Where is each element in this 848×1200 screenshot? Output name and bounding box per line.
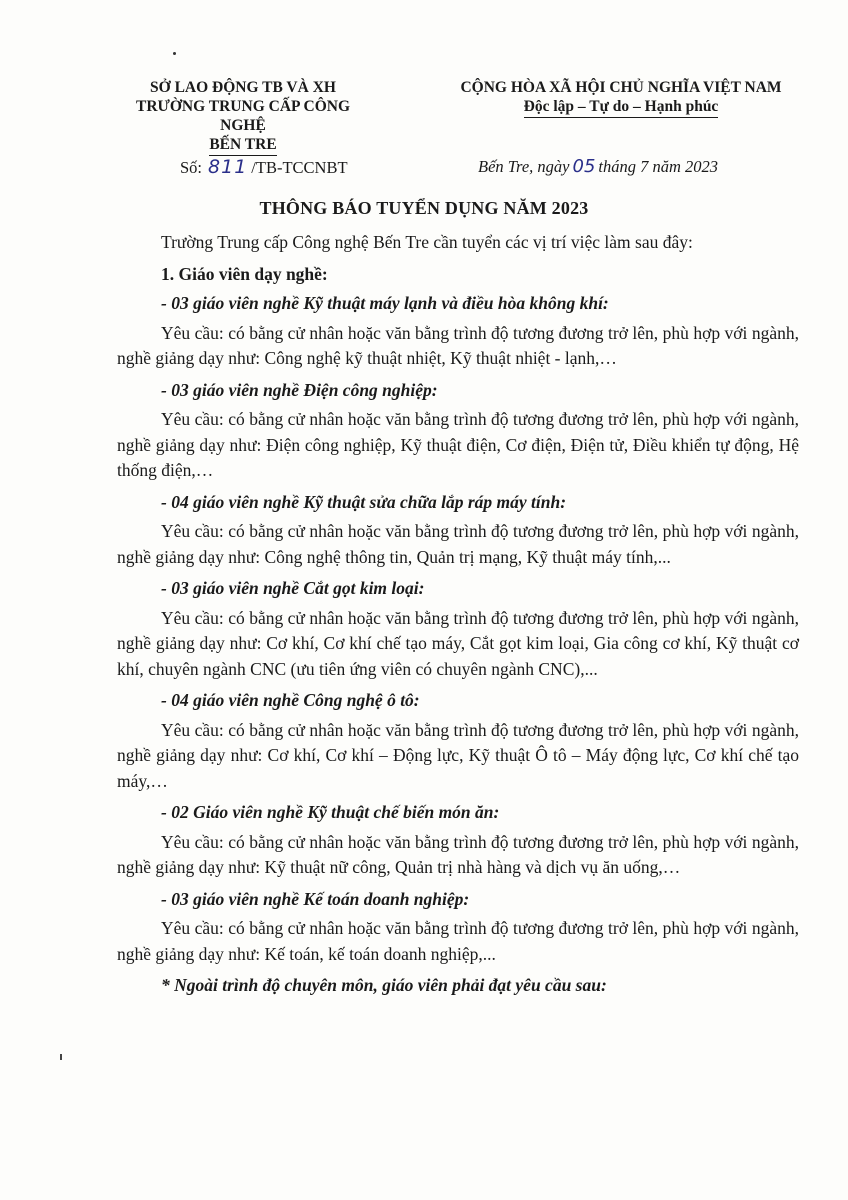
- scan-speck: [173, 52, 176, 55]
- national-motto: Độc lập – Tự do – Hạnh phúc: [524, 97, 719, 118]
- position-role: - 03 giáo viên nghề Điện công nghiệp:: [161, 379, 438, 400]
- intro-paragraph: Trường Trung cấp Công nghệ Bến Tre cần tuyển các vị trí việc làm sau đây:: [161, 232, 693, 252]
- position-requirement: Yêu cầu: có bằng cử nhân hoặc văn bằng trình độ tương đương trở lên, phù hợp với ngành, nghề giảng dạy như: Kỹ thuật nữ công, Quản trị nhà hàng và dịch vụ ăn uống,…: [117, 831, 799, 877]
- closing-note: * Ngoài trình độ chuyên môn, giáo viên phải đạt yêu cầu sau:: [161, 975, 607, 995]
- position-role: - 04 giáo viên nghề Công nghệ ô tô:: [161, 690, 420, 710]
- document-number: [180, 156, 348, 178]
- position-requirement: Yêu cầu: có bằng cử nhân hoặc văn bằng trình độ tương đương trở lên, phù hợp với ngành, nghề giảng dạy như: Công nghệ kỹ thuật nhiệt, Kỹ thuật nhiệt - lạnh,…: [117, 322, 799, 368]
- position-role: - 03 giáo viên nghề Kế toán doanh nghiệp:: [161, 888, 470, 909]
- document-body: [117, 230, 799, 999]
- org-line-2: TRƯỜNG TRUNG CẤP CÔNG NGHỆ: [136, 98, 350, 134]
- position-requirement: Yêu cầu: có bằng cử nhân hoặc văn bằng trình độ tương đương trở lên, phù hợp với ngành, nghề giảng dạy như: Công nghệ thông tin, Quản trị mạng, Kỹ thuật máy tính,...: [117, 521, 799, 567]
- doc-number-suffix: /TB-TCCNBT: [251, 158, 348, 177]
- issue-date: [478, 156, 718, 177]
- position-role: - 04 giáo viên nghề Kỹ thuật sửa chữa lắp ráp máy tính:: [161, 491, 567, 512]
- position-role: - 03 giáo viên nghề Cắt gọt kim loại:: [161, 578, 425, 598]
- scan-mark: [60, 1054, 62, 1060]
- doc-number-prefix: Số:: [180, 158, 203, 177]
- position-role: - 03 giáo viên nghề Kỹ thuật máy lạnh và điều hòa không khí:: [161, 293, 609, 313]
- date-day-handwritten: 05: [572, 156, 596, 177]
- position-requirement: Yêu cầu: có bằng cử nhân hoặc văn bằng trình độ tương đương trở lên, phù hợp với ngành, nghề giảng dạy như: Điện công nghiệp, Kỹ thuật điện, Cơ điện, Điện tử, Điều khiển tự động, Hệ thống điện,…: [117, 409, 799, 480]
- section-heading-teachers: 1. Giáo viên dạy nghề:: [161, 263, 328, 284]
- document-title: THÔNG BÁO TUYỂN DỤNG NĂM 2023: [259, 198, 589, 218]
- date-rest: tháng 7 năm 2023: [598, 157, 719, 176]
- position-role: - 02 Giáo viên nghề Kỹ thuật chế biến món ăn:: [161, 802, 500, 822]
- position-requirement: Yêu cầu: có bằng cử nhân hoặc văn bằng trình độ tương đương trở lên, phù hợp với ngành, nghề giảng dạy như: Cơ khí, Cơ khí – Động lực, Kỹ thuật Ô tô – Máy động lực, Cơ khí chế tạo máy,…: [117, 719, 799, 791]
- position-requirement: Yêu cầu: có bằng cử nhân hoặc văn bằng trình độ tương đương trở lên, phù hợp với ngành, nghề giảng dạy như: Cơ khí, Cơ khí chế tạo máy, Cắt gọt kim loại, Gia công cơ khí, Kỹ thuật cơ khí, chuyên ngành CNC (ưu tiên ứng viên có chuyên ngành CNC),...: [117, 607, 799, 679]
- doc-number-handwritten: 811: [208, 156, 248, 178]
- org-line-1: SỞ LAO ĐỘNG TB VÀ XH: [150, 79, 336, 96]
- issuing-organization: [118, 78, 368, 156]
- org-line-3: BẾN TRE: [209, 135, 276, 156]
- position-requirement: Yêu cầu: có bằng cử nhân hoặc văn bằng trình độ tương đương trở lên, phù hợp với ngành, nghề giảng dạy như: Kế toán, kế toán doanh nghiệp,...: [117, 918, 799, 964]
- national-header: [440, 78, 802, 118]
- date-prefix: Bến Tre, ngày: [478, 157, 570, 176]
- nation-name: CỘNG HÒA XÃ HỘI CHỦ NGHĨA VIỆT NAM: [460, 79, 782, 96]
